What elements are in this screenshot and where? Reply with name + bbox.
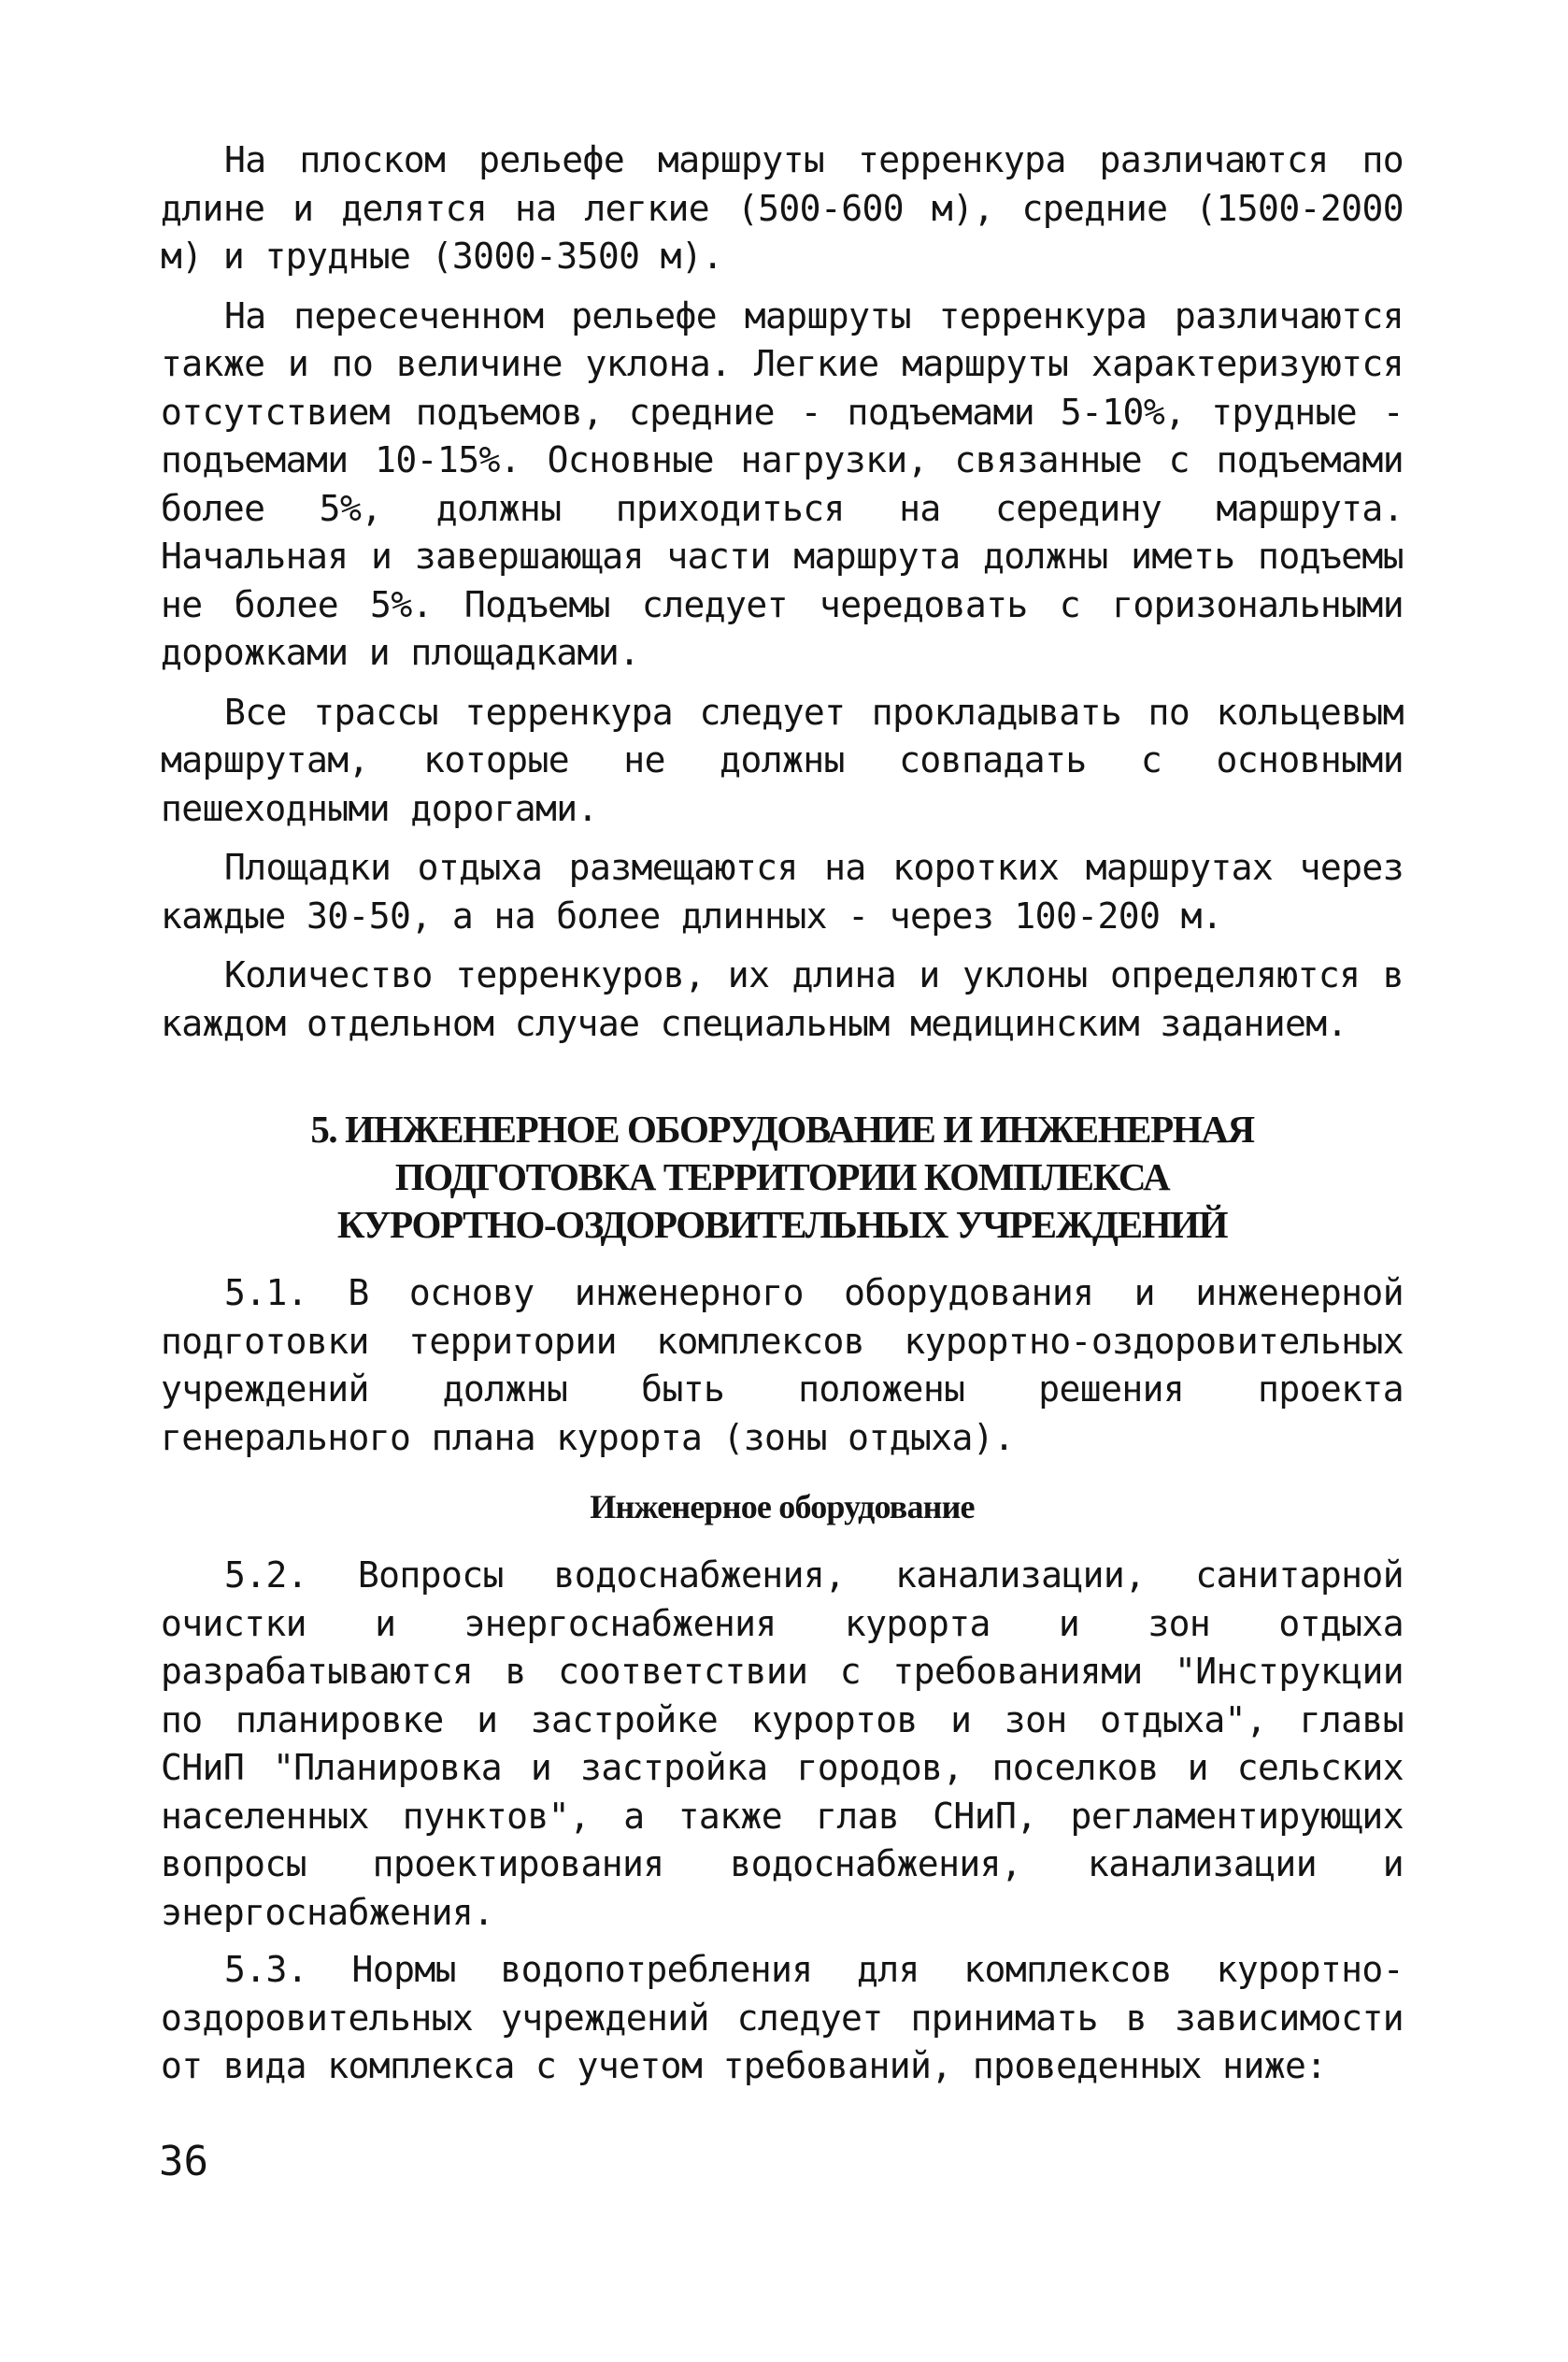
- paragraph-flat-relief: На плоском рельефе маршруты терренкура различаются по длине и делятся на легкие (500-600 м), средние (1500-2000 м) и трудные (3000-3500 м).: [161, 139, 1404, 277]
- section-heading-line-2: ПОДГОТОВКА ТЕРРИТОРИИ КОМПЛЕКСА: [394, 1155, 1170, 1198]
- section-heading-line-1: 5. ИНЖЕНЕРНОЕ ОБОРУДОВАНИЕ И ИНЖЕНЕРНАЯ: [310, 1108, 1254, 1151]
- paragraph-rough-relief: На пересеченном рельефе маршруты терренкура различаются также и по величине уклона. Легкие маршруты характеризуются отсутствием подъемов, средние - подъемами 5-10%, трудные - подъемами 10-15%. Основные нагрузки, связанные с подъемами более 5%, должны приходиться на середину маршрута. Начальная и завершающая части маршрута должны иметь подъемы не более 5%. Подъемы следует чередовать с горизональными дорожками и площадками.: [161, 294, 1404, 673]
- terrenkur-text-block: [161, 136, 1404, 1048]
- clause-5-2-block: [161, 1552, 1404, 2091]
- paragraph-rest-areas: Площадки отдыха размещаются на коротких маршрутах через каждые 30-50, а на более длинных - через 100-200 м.: [161, 847, 1404, 937]
- paragraph-ring-routes: Все трассы терренкура следует прокладывать по кольцевым маршрутам, которые не должны совпадать с основными пешеходными дорогами.: [161, 691, 1404, 829]
- section-heading-line-3: КУРОРТНО-ОЗДОРОВИТЕЛЬНЫХ УЧРЕЖДЕНИЙ: [336, 1203, 1228, 1246]
- paragraph-5-3: 5.3. Нормы водопотребления для комплексов курортно-оздоровительных учреждений следует принимать в зависимости от вида комплекса с учетом требований, проведенных ниже:: [161, 1949, 1404, 2086]
- paragraph-5-2: 5.2. Вопросы водоснабжения, канализации, санитарной очистки и энергоснабжения курорта и зон отдыха разрабатываются в соответствии с требованиями "Инструкции по планировке и застройке курортов и зон отдыха", главы СНиП "Планировка и застройка городов, поселков и сельских населенных пунктов", а также глав СНиП, регламентирующих вопросы проектирования водоснабжения, канализации и энергоснабжения.: [161, 1554, 1404, 1933]
- paragraph-5-1: 5.1. В основу инженерного оборудования и инженерной подготовки территории комплексов курортно-оздоровительных учреждений должны быть положены решения проекта генерального плана курорта (зоны отдыха).: [161, 1272, 1404, 1458]
- subheading-engineering-equipment: Инженерное оборудование: [590, 1488, 975, 1525]
- paragraph-terrenkur-count: Количество терренкуров, их длина и уклоны определяются в каждом отдельном случае специальным медицинским заданием.: [161, 954, 1404, 1044]
- clause-5-1-block: [161, 1269, 1404, 1462]
- page-number: 36: [159, 2138, 208, 2185]
